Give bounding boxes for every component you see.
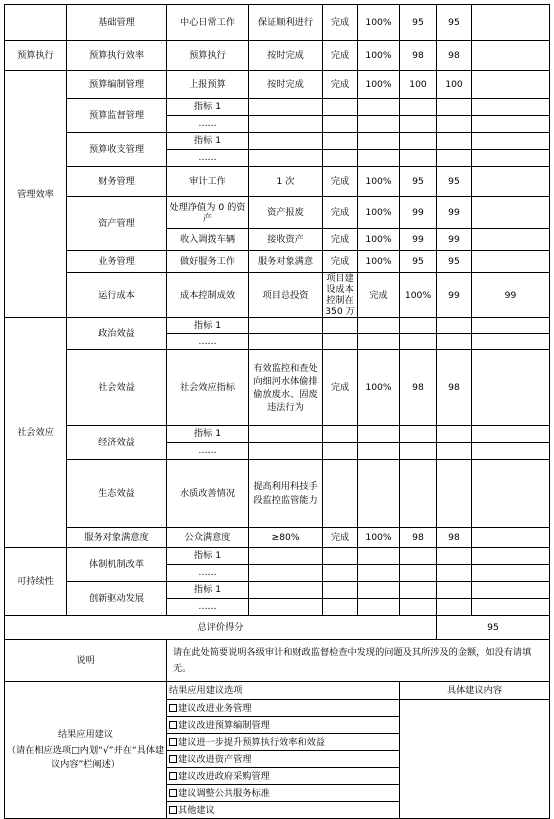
table-cell: 预算编制管理 bbox=[67, 71, 167, 99]
table-cell: 处理净值为 0 的资产 bbox=[167, 197, 249, 229]
table-cell bbox=[437, 99, 472, 133]
indicator-ellipsis: …… bbox=[198, 445, 217, 456]
table-cell: 预算执行 bbox=[167, 41, 249, 71]
table-cell: 100% bbox=[358, 229, 400, 251]
table-cell: 99 bbox=[400, 197, 437, 229]
table-cell bbox=[472, 133, 550, 167]
table-cell: 95 bbox=[400, 251, 437, 273]
table-cell: 收入调拨车辆 bbox=[167, 229, 249, 251]
table-cell bbox=[358, 548, 400, 582]
table-cell bbox=[167, 426, 249, 460]
indicator-label: 指标 1 bbox=[167, 548, 248, 565]
table-row bbox=[5, 582, 550, 616]
options-header: 结果应用建议选项 bbox=[167, 682, 400, 700]
table-cell bbox=[167, 318, 249, 350]
indicator-ellipsis: …… bbox=[198, 118, 217, 129]
option-cell bbox=[167, 802, 400, 819]
table-cell: 100% bbox=[400, 273, 437, 318]
checkbox[interactable] bbox=[169, 755, 177, 763]
table-cell bbox=[323, 582, 358, 616]
table-cell: 100% bbox=[358, 5, 400, 41]
table-cell bbox=[323, 99, 358, 133]
table-cell bbox=[400, 426, 437, 460]
table-cell: 政治效益 bbox=[67, 318, 167, 350]
table-cell bbox=[323, 548, 358, 582]
table-cell bbox=[472, 197, 550, 229]
option-label: 建议改进资产管理 bbox=[178, 753, 252, 765]
table-cell: 项目总投资 bbox=[249, 273, 323, 318]
table-cell: ≥80% bbox=[249, 528, 323, 548]
checkbox[interactable] bbox=[169, 806, 177, 814]
table-cell bbox=[437, 133, 472, 167]
table-cell: 服务对象满意 bbox=[249, 251, 323, 273]
table-cell: 100% bbox=[358, 251, 400, 273]
table-cell: 中心日常工作 bbox=[167, 5, 249, 41]
table-cell: 完成 bbox=[323, 167, 358, 197]
table-cell: 完成 bbox=[323, 41, 358, 71]
table-cell: 98 bbox=[400, 528, 437, 548]
table-cell: 99 bbox=[437, 229, 472, 251]
checkbox[interactable] bbox=[169, 772, 177, 780]
option-cell bbox=[167, 785, 400, 802]
table-cell bbox=[472, 99, 550, 133]
table-cell: 完成 bbox=[358, 273, 400, 318]
table-cell bbox=[249, 99, 323, 133]
total-score-row bbox=[5, 616, 550, 640]
table-cell: 提高利用科技手段监控监管能力 bbox=[249, 460, 323, 528]
result-hint: （请在相应选项□内划“√”并在“具体建议内容”栏阐述） bbox=[6, 745, 165, 770]
table-cell: 完成 bbox=[323, 528, 358, 548]
table-cell bbox=[323, 133, 358, 167]
table-row bbox=[5, 426, 550, 460]
indicator-label: 指标 1 bbox=[167, 133, 248, 150]
checkbox[interactable] bbox=[169, 721, 177, 729]
option-cell bbox=[167, 751, 400, 768]
table-cell: 水质改善情况 bbox=[167, 460, 249, 528]
table-cell: 99 bbox=[437, 197, 472, 229]
table-cell bbox=[472, 5, 550, 41]
note-text: 请在此处简要说明各级审计和财政监督检查中发现的问题及其所涉及的金额，如没有请填无。 bbox=[167, 640, 550, 682]
table-cell: 有效监控和查处向细河水体偷排偷放废水、固废违法行为 bbox=[249, 350, 323, 426]
table-cell: 100% bbox=[358, 350, 400, 426]
indicator-label: 指标 1 bbox=[167, 318, 248, 334]
table-cell: 98 bbox=[437, 41, 472, 71]
table-cell: 保证顺利进行 bbox=[249, 5, 323, 41]
note-label: 说明 bbox=[5, 640, 167, 682]
table-cell bbox=[400, 460, 437, 528]
table-row bbox=[5, 41, 550, 71]
table-cell bbox=[5, 5, 67, 41]
indicator-ellipsis: …… bbox=[198, 152, 217, 163]
table-cell bbox=[400, 318, 437, 350]
table-cell: 99 bbox=[437, 273, 472, 318]
table-cell: 完成 bbox=[323, 5, 358, 41]
table-row bbox=[5, 133, 550, 167]
table-cell bbox=[358, 426, 400, 460]
option-label: 其他建议 bbox=[178, 804, 215, 816]
table-cell: 100% bbox=[358, 41, 400, 71]
table-cell bbox=[472, 41, 550, 71]
option-cell bbox=[167, 768, 400, 785]
result-label: 结果应用建议 bbox=[57, 729, 114, 740]
table-row bbox=[5, 273, 550, 318]
table-cell bbox=[472, 350, 550, 426]
checkbox[interactable] bbox=[169, 789, 177, 797]
table-cell: 100% bbox=[358, 528, 400, 548]
table-cell bbox=[472, 528, 550, 548]
table-cell: 完成 bbox=[323, 71, 358, 99]
table-cell bbox=[472, 229, 550, 251]
table-cell bbox=[249, 133, 323, 167]
table-cell: 审计工作 bbox=[167, 167, 249, 197]
table-cell bbox=[249, 318, 323, 350]
option-label: 建议改进预算编制管理 bbox=[178, 719, 270, 731]
option-cell bbox=[167, 717, 400, 734]
table-cell bbox=[358, 460, 400, 528]
table-row bbox=[5, 350, 550, 426]
table-cell: 做好服务工作 bbox=[167, 251, 249, 273]
table-cell: 98 bbox=[437, 350, 472, 426]
table-cell: 财务管理 bbox=[67, 167, 167, 197]
table-cell: 98 bbox=[400, 41, 437, 71]
table-cell: 95 bbox=[437, 5, 472, 41]
table-cell: 基础管理 bbox=[67, 5, 167, 41]
total-score-label: 总评价得分 bbox=[5, 616, 437, 640]
table-cell bbox=[358, 582, 400, 616]
table-cell bbox=[472, 71, 550, 99]
table-cell: 预算监督管理 bbox=[67, 99, 167, 133]
table-cell bbox=[437, 318, 472, 350]
table-cell bbox=[437, 582, 472, 616]
indicator-ellipsis: …… bbox=[198, 567, 217, 578]
table-cell bbox=[167, 99, 249, 133]
table-row bbox=[5, 318, 550, 350]
table-cell bbox=[358, 99, 400, 133]
table-row bbox=[5, 5, 550, 41]
content-header: 具体建议内容 bbox=[400, 682, 550, 700]
table-cell bbox=[472, 426, 550, 460]
table-row bbox=[5, 548, 550, 582]
indicator-label: 指标 1 bbox=[167, 99, 248, 116]
suggestion-content-cell[interactable] bbox=[400, 700, 550, 819]
table-cell: 95 bbox=[400, 167, 437, 197]
category-cell: 管理效率 bbox=[5, 71, 67, 318]
result-label-cell bbox=[5, 682, 167, 819]
table-cell: 99 bbox=[400, 229, 437, 251]
table-cell: 上报预算 bbox=[167, 71, 249, 99]
checkbox[interactable] bbox=[169, 704, 177, 712]
category-cell: 可持续性 bbox=[5, 548, 67, 616]
table-cell bbox=[472, 251, 550, 273]
table-row bbox=[5, 71, 550, 99]
checkbox[interactable] bbox=[169, 738, 177, 746]
table-cell: 预算收支管理 bbox=[67, 133, 167, 167]
table-cell bbox=[437, 548, 472, 582]
table-cell: 95 bbox=[437, 167, 472, 197]
table-row bbox=[5, 251, 550, 273]
option-cell bbox=[167, 734, 400, 751]
note-row bbox=[5, 640, 550, 682]
table-cell: 98 bbox=[400, 350, 437, 426]
option-label: 建议改进业务管理 bbox=[178, 702, 252, 714]
table-cell: 成本控制成效 bbox=[167, 273, 249, 318]
table-cell bbox=[167, 582, 249, 616]
table-cell: 资产管理 bbox=[67, 197, 167, 251]
option-label: 建议调整公共服务标准 bbox=[178, 787, 270, 799]
table-cell: 100% bbox=[358, 71, 400, 99]
table-cell bbox=[472, 167, 550, 197]
table-cell bbox=[323, 426, 358, 460]
option-label: 建议进一步提升预算执行效率和效益 bbox=[178, 736, 325, 748]
table-cell: 项目建设成本控制在 350 万 bbox=[323, 273, 358, 318]
table-cell: 预算执行效率 bbox=[67, 41, 167, 71]
option-label: 建议改进政府采购管理 bbox=[178, 770, 270, 782]
table-cell: 完成 bbox=[323, 197, 358, 229]
table-cell bbox=[249, 582, 323, 616]
table-cell bbox=[400, 99, 437, 133]
table-cell: 预算执行 bbox=[5, 41, 67, 71]
table-cell: 95 bbox=[437, 251, 472, 273]
indicator-ellipsis: …… bbox=[198, 336, 217, 347]
table-cell: 按时完成 bbox=[249, 71, 323, 99]
category-cell: 社会效应 bbox=[5, 318, 67, 548]
table-row bbox=[5, 197, 550, 229]
table-cell: 100 bbox=[437, 71, 472, 99]
table-cell bbox=[323, 318, 358, 350]
table-cell: 社会效益 bbox=[67, 350, 167, 426]
table-cell: 1 次 bbox=[249, 167, 323, 197]
table-cell: 完成 bbox=[323, 229, 358, 251]
table-cell bbox=[437, 460, 472, 528]
table-cell: 99 bbox=[472, 273, 550, 318]
table-cell: 业务管理 bbox=[67, 251, 167, 273]
table-cell bbox=[358, 133, 400, 167]
table-cell bbox=[472, 460, 550, 528]
table-cell: 生态效益 bbox=[67, 460, 167, 528]
table-cell: 100% bbox=[358, 167, 400, 197]
table-cell: 创新驱动发展 bbox=[67, 582, 167, 616]
result-header-row bbox=[5, 682, 550, 700]
table-cell: 服务对象满意度 bbox=[67, 528, 167, 548]
indicator-label: 指标 1 bbox=[167, 582, 248, 599]
table-cell bbox=[472, 318, 550, 350]
table-row bbox=[5, 528, 550, 548]
indicator-label: 指标 1 bbox=[167, 426, 248, 443]
table-row bbox=[5, 99, 550, 133]
indicator-ellipsis: …… bbox=[198, 601, 217, 612]
performance-evaluation-table bbox=[4, 4, 550, 819]
table-cell bbox=[249, 548, 323, 582]
table-row bbox=[5, 460, 550, 528]
table-cell: 100% bbox=[358, 197, 400, 229]
table-cell: 100 bbox=[400, 71, 437, 99]
table-cell bbox=[437, 426, 472, 460]
table-cell bbox=[167, 548, 249, 582]
table-cell: 经济效益 bbox=[67, 426, 167, 460]
table-cell bbox=[358, 318, 400, 350]
option-cell bbox=[167, 700, 400, 717]
table-cell bbox=[167, 133, 249, 167]
table-cell: 社会效应指标 bbox=[167, 350, 249, 426]
table-cell bbox=[400, 548, 437, 582]
table-cell: 公众满意度 bbox=[167, 528, 249, 548]
table-cell bbox=[323, 460, 358, 528]
table-cell: 完成 bbox=[323, 350, 358, 426]
table-cell: 98 bbox=[437, 528, 472, 548]
table-cell: 按时完成 bbox=[249, 41, 323, 71]
table-cell: 运行成本 bbox=[67, 273, 167, 318]
table-row bbox=[5, 167, 550, 197]
table-cell bbox=[472, 582, 550, 616]
table-cell: 95 bbox=[400, 5, 437, 41]
total-score-value: 95 bbox=[437, 616, 550, 640]
table-cell bbox=[400, 582, 437, 616]
table-cell: 完成 bbox=[323, 251, 358, 273]
table-cell: 体制机制改革 bbox=[67, 548, 167, 582]
table-cell: 资产报废 bbox=[249, 197, 323, 229]
table-cell bbox=[400, 133, 437, 167]
table-cell bbox=[472, 548, 550, 582]
table-cell bbox=[249, 426, 323, 460]
table-cell: 接收资产 bbox=[249, 229, 323, 251]
